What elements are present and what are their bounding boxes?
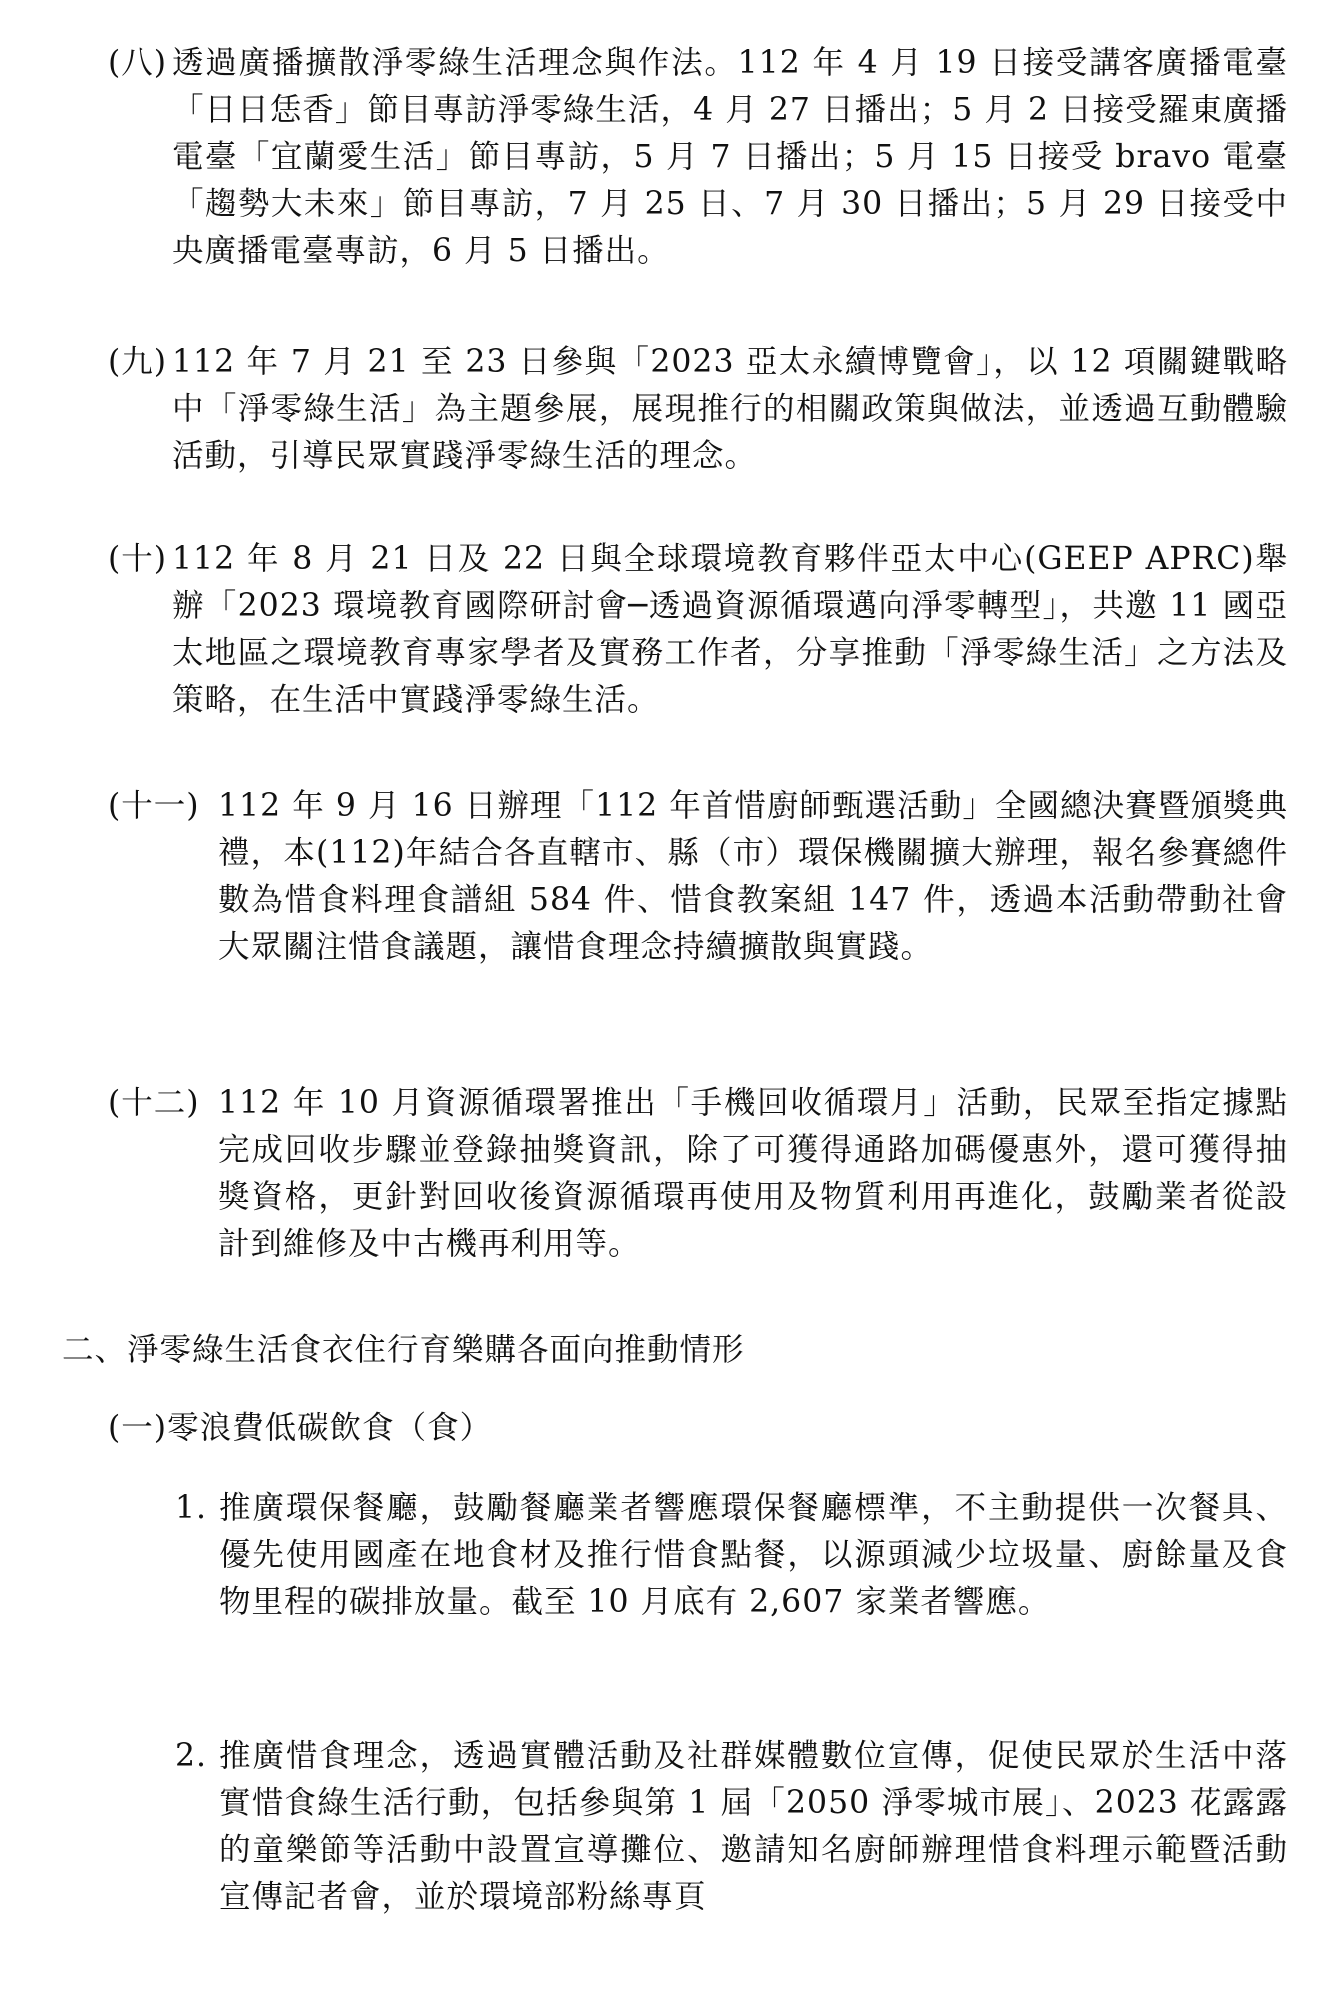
list-item-12 <box>108 1080 1288 1268</box>
item-text: 推廣惜食理念，透過實體活動及社群媒體數位宣傳，促使民眾於生活中落實惜食綠生活行動，包括參與第 1 屆「2050 淨零城市展」、2023 花露露的童樂節等活動中設置宣導攤位、邀請知名廚師辦理惜食料理示範暨活動宣傳記者會，並於環境部粉絲專頁 <box>219 1738 1288 1915</box>
item-marker: (十一) <box>108 788 200 824</box>
list-item-11 <box>108 783 1288 971</box>
item-number: 2. <box>175 1738 208 1774</box>
item-text: 112 年 9 月 16 日辦理「112 年首惜廚師甄選活動」全國總決賽暨頒獎典禮，本(112)年結合各直轄市、縣（市）環保機關擴大辦理，報名參賽總件數為惜食料理食譜組 584 件、惜食教案組 147 件，透過本活動帶動社會大眾關注惜食議題，讓惜食理念持續擴散與實踐。 <box>218 788 1288 965</box>
item-marker: (十二) <box>108 1085 200 1121</box>
section-heading: 二、淨零綠生活食衣住行育樂購各面向推動情形 <box>62 1332 745 1368</box>
item-text: 112 年 7 月 21 至 23 日參與「2023 亞太永續博覽會」，以 12 項關鍵戰略中「淨零綠生活」為主題參展，展現推行的相關政策與做法，並透過互動體驗活動，引導民眾實踐淨零綠生活的理念。 <box>172 344 1288 474</box>
item-number: 1. <box>175 1490 208 1526</box>
list-item-9 <box>108 339 1288 480</box>
list-item-8 <box>108 40 1288 275</box>
subsection-heading: (一)零浪費低碳飲食（食） <box>108 1410 493 1446</box>
item-text: 112 年 10 月資源循環署推出「手機回收循環月」活動，民眾至指定據點完成回收步驟並登錄抽獎資訊，除了可獲得通路加碼優惠外，還可獲得抽獎資格，更針對回收後資源循環再使用及物質利用再進化，鼓勵業者從設計到維修及中古機再利用等。 <box>218 1085 1288 1262</box>
item-marker: (九) <box>108 344 168 380</box>
numbered-item-1 <box>175 1485 1288 1626</box>
item-marker: (十) <box>108 541 168 577</box>
numbered-item-2 <box>175 1733 1288 1921</box>
list-item-10 <box>108 536 1288 724</box>
item-text: 推廣環保餐廳，鼓勵餐廳業者響應環保餐廳標準，不主動提供一次餐具、優先使用國產在地食材及推行惜食點餐，以源頭減少垃圾量、廚餘量及食物里程的碳排放量。截至 10 月底有 2,607 家業者響應。 <box>219 1490 1288 1620</box>
item-text: 透過廣播擴散淨零綠生活理念與作法。112 年 4 月 19 日接受講客廣播電臺「日日恁香」節目專訪淨零綠生活，4 月 27 日播出；5 月 2 日接受羅東廣播電臺「宜蘭愛生活」節目專訪，5 月 7 日播出；5 月 15 日接受 bravo 電臺「趨勢大未來」節目專訪，7 月 25 日、7 月 30 日播出；5 月 29 日接受中央廣播電臺專訪，6 月 5 日播出。 <box>172 45 1288 269</box>
item-marker: (八) <box>108 45 168 81</box>
item-text: 112 年 8 月 21 日及 22 日與全球環境教育夥伴亞太中心(GEEP APRC)舉辦「2023 環境教育國際研討會─透過資源循環邁向淨零轉型」，共邀 11 國亞太地區之環境教育專家學者及實務工作者，分享推動「淨零綠生活」之方法及策略，在生活中實踐淨零綠生活。 <box>172 541 1288 718</box>
